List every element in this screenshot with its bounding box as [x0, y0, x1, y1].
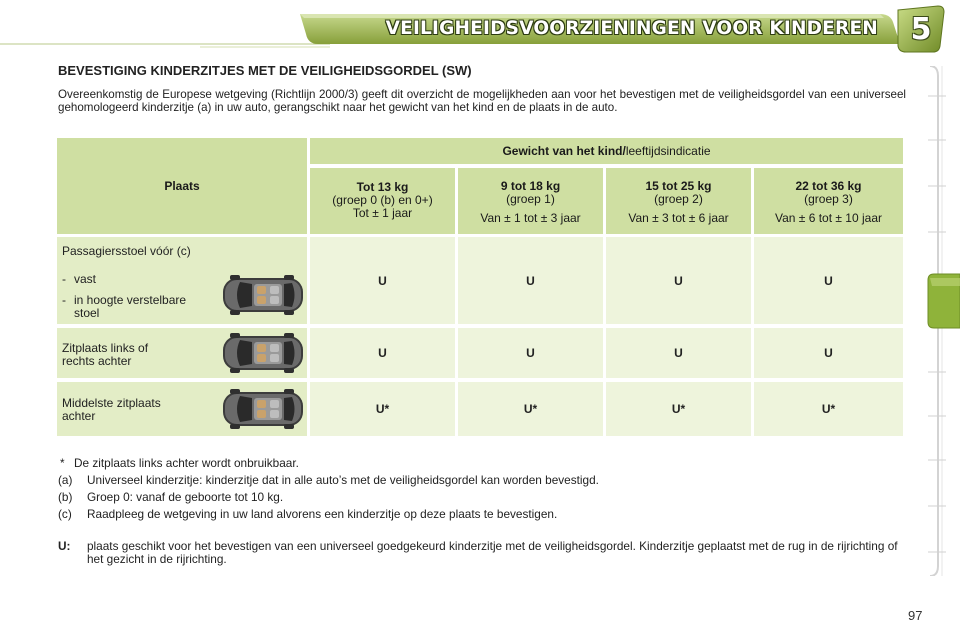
table-row-rear-middle — [57, 382, 307, 436]
table-row-rear-outer — [57, 328, 307, 378]
table-cell: U — [458, 237, 603, 324]
footnote-text: Raadpleeg de wetgeving in uw land alvorens een kinderzitje op deze plaats te bevestigen. — [87, 507, 558, 521]
table-cell: U* — [458, 382, 603, 436]
chapter-number: 5 — [910, 12, 932, 47]
table-cell: U — [606, 328, 751, 378]
column-group: (groep 0 (b) en 0+) — [332, 193, 433, 207]
column-group: (groep 1) — [506, 192, 555, 206]
page-header-title: VEILIGHEIDSVOORZIENINGEN VOOR KINDEREN — [385, 18, 878, 39]
footnote-text: Universeel kinderzitje: kinderzitje dat in alle auto’s met de veiligheidsgordel kan worden bevestigd. — [87, 473, 599, 487]
weight-header-normal: leeftijdsindicatie — [625, 144, 711, 158]
column-header-group-3 — [754, 168, 903, 234]
footnote-key: * — [60, 456, 65, 470]
row-label-cont: achter — [62, 409, 96, 423]
table-cell: U — [458, 328, 603, 378]
table-cell: U — [754, 328, 903, 378]
footnote-text: De zitplaats links achter wordt onbruikbaar. — [74, 456, 299, 470]
table-cell: U* — [310, 382, 455, 436]
weight-header-bold: Gewicht van het kind/ — [502, 144, 626, 158]
car-top-view-icon — [222, 389, 304, 429]
chapter-tabs — [924, 66, 960, 576]
footnote-text: Groep 0: vanaf de geboorte tot 10 kg. — [87, 490, 284, 504]
row-option-dash: - — [62, 272, 66, 286]
column-weight: 15 tot 25 kg — [645, 179, 712, 193]
row-label: Middelste zitplaats — [62, 396, 161, 410]
row-label: Zitplaats links of — [62, 341, 149, 355]
header-banner — [0, 0, 960, 58]
column-group: (groep 3) — [804, 192, 853, 206]
footnote-key: (b) — [58, 490, 73, 504]
column-group: (groep 2) — [654, 192, 703, 206]
row-option-fixed: vast — [74, 272, 97, 286]
table-header-weight — [310, 138, 903, 164]
column-weight: 22 tot 36 kg — [795, 179, 862, 193]
column-weight: Tot 13 kg — [356, 180, 409, 194]
row-option-adjustable-cont: stoel — [74, 306, 100, 320]
column-weight: 9 tot 18 kg — [500, 179, 561, 193]
footnote-key: (a) — [58, 473, 73, 487]
table-row-front-passenger — [57, 237, 307, 324]
table-cell: U — [606, 237, 751, 324]
column-header-group-0 — [310, 168, 455, 234]
section-title: BEVESTIGING KINDERZITJES MET DE VEILIGHEIDSGORDEL (SW) — [58, 63, 472, 78]
table-cell: U — [310, 237, 455, 324]
row-option-dash: - — [62, 293, 66, 307]
intro-paragraph: Overeenkomstig de Europese wetgeving (Richtlijn 2000/3) geeft dit overzicht de mogelijkheden aan voor het bevestigen met de veiligheidsgordel van een universeel gehomologeerd kinderzitje (a) in uw auto, gerangschikt naar het gewicht van het kind en de plaats in de auto. — [58, 88, 906, 114]
table-header-plaats: Plaats — [57, 138, 307, 234]
table-cell: U* — [754, 382, 903, 436]
row-label: Passagiersstoel vóór (c) — [62, 244, 191, 258]
column-header-group-2 — [606, 168, 751, 234]
page-number: 97 — [908, 608, 923, 623]
column-age: Van ± 1 tot ± 3 jaar — [480, 211, 581, 225]
row-label-cont: rechts achter — [62, 354, 132, 368]
table-cell: U — [754, 237, 903, 324]
footnote-key: (c) — [58, 507, 72, 521]
column-age: Van ± 3 tot ± 6 jaar — [628, 211, 729, 225]
definition-text: plaats geschikt voor het bevestigen van een universeel goedgekeurd kinderzitje met de veiligheidsgordel. Kinderzitje geplaatst met de rug in de rijrichting of het gezicht in de rijrichting. — [87, 539, 898, 566]
table-cell: U — [310, 328, 455, 378]
column-header-group-1 — [458, 168, 603, 234]
car-top-view-icon — [222, 333, 304, 373]
definition-key: U: — [58, 539, 71, 553]
table-cell: U* — [606, 382, 751, 436]
column-age: Tot ± 1 jaar — [352, 206, 413, 220]
column-age: Van ± 6 tot ± 10 jaar — [774, 211, 882, 225]
car-top-view-icon — [222, 275, 304, 315]
row-option-adjustable: in hoogte verstelbare — [74, 293, 187, 307]
